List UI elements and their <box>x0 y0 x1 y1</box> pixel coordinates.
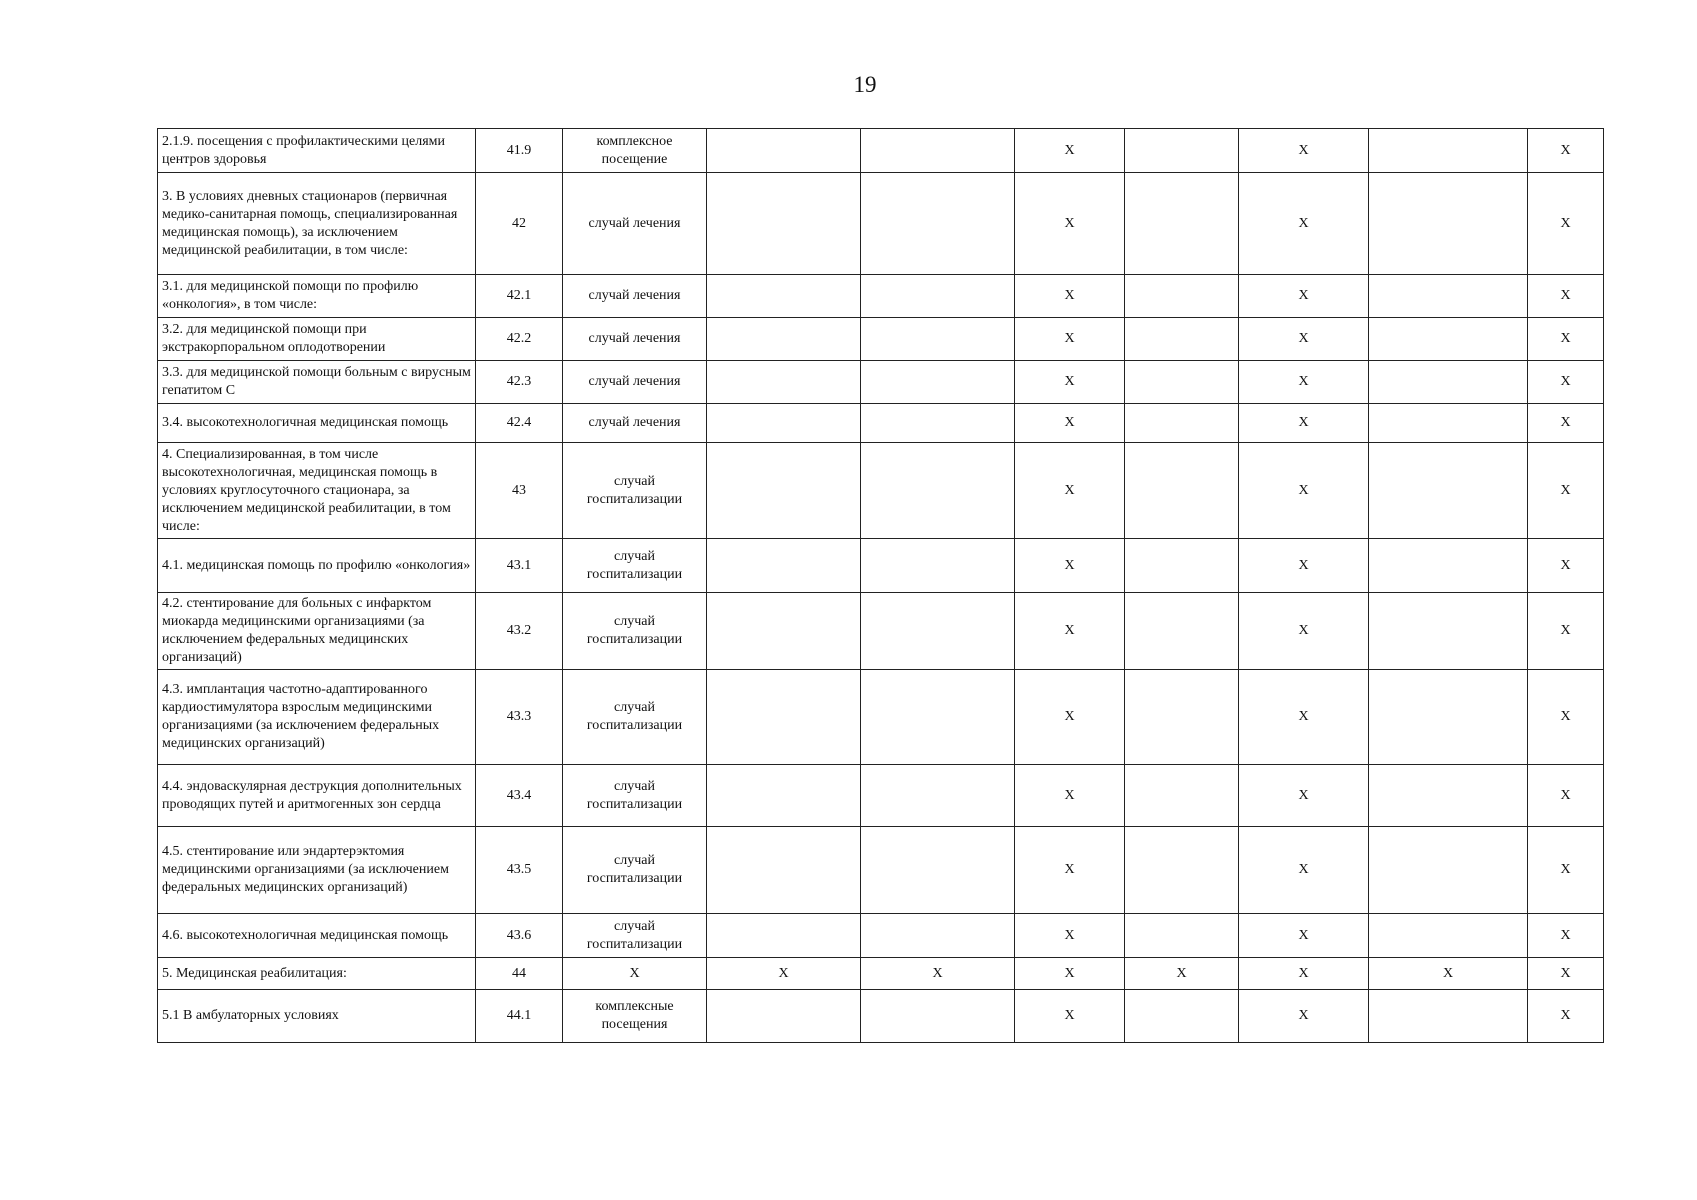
row-unit-cell: случай госпитализации <box>563 827 707 914</box>
row-value-cell: X <box>1125 958 1239 990</box>
row-value-cell <box>707 593 861 670</box>
row-unit-cell: случай госпитализации <box>563 539 707 593</box>
row-value-cell: X <box>1528 765 1604 827</box>
row-value-cell <box>1125 361 1239 404</box>
row-value-cell: X <box>1015 129 1125 173</box>
row-value-cell: X <box>1528 129 1604 173</box>
row-value-cell <box>1125 275 1239 318</box>
row-value-cell: X <box>1528 318 1604 361</box>
row-name-cell: 5. Медицинская реабилитация: <box>158 958 476 990</box>
row-value-cell <box>707 275 861 318</box>
table-row <box>158 404 1604 443</box>
table-row <box>158 318 1604 361</box>
row-code-cell: 42.1 <box>476 275 563 318</box>
row-value-cell: X <box>1528 914 1604 958</box>
row-value-cell: X <box>1528 990 1604 1043</box>
row-name-cell: 4.3. имплантация частотно-адаптированного кардиостимулятора взрослым медицинскими организациями (за исключением федеральных медицинских организаций) <box>158 670 476 765</box>
row-value-cell: X <box>1528 539 1604 593</box>
row-value-cell: X <box>1015 404 1125 443</box>
row-value-cell <box>1125 443 1239 539</box>
row-unit-cell: случай госпитализации <box>563 765 707 827</box>
row-value-cell <box>861 361 1015 404</box>
row-code-cell: 41.9 <box>476 129 563 173</box>
row-value-cell <box>1369 914 1528 958</box>
row-value-cell <box>1369 173 1528 275</box>
table-body <box>158 129 1604 1043</box>
row-value-cell <box>707 129 861 173</box>
row-value-cell: X <box>1528 593 1604 670</box>
row-value-cell: X <box>1528 275 1604 318</box>
row-unit-cell: X <box>563 958 707 990</box>
row-value-cell <box>707 443 861 539</box>
row-value-cell: X <box>707 958 861 990</box>
page-number: 19 <box>853 72 877 97</box>
row-value-cell <box>1125 173 1239 275</box>
row-code-cell: 43.5 <box>476 827 563 914</box>
row-code-cell: 43.3 <box>476 670 563 765</box>
row-code-cell: 42 <box>476 173 563 275</box>
row-code-cell: 43 <box>476 443 563 539</box>
row-value-cell <box>1369 593 1528 670</box>
row-value-cell: X <box>1239 958 1369 990</box>
table-row <box>158 827 1604 914</box>
row-value-cell: X <box>1015 275 1125 318</box>
row-value-cell: X <box>1239 129 1369 173</box>
row-name-cell: 4.6. высокотехнологичная медицинская помощь <box>158 914 476 958</box>
row-value-cell: X <box>1239 443 1369 539</box>
row-value-cell <box>1369 670 1528 765</box>
row-value-cell: X <box>861 958 1015 990</box>
row-value-cell: X <box>1239 318 1369 361</box>
row-value-cell: X <box>1239 361 1369 404</box>
row-code-cell: 43.4 <box>476 765 563 827</box>
row-value-cell <box>707 670 861 765</box>
row-value-cell <box>1125 990 1239 1043</box>
row-code-cell: 44 <box>476 958 563 990</box>
row-unit-cell: случай лечения <box>563 404 707 443</box>
row-value-cell <box>1125 318 1239 361</box>
row-name-cell: 2.1.9. посещения с профилактическими целями центров здоровья <box>158 129 476 173</box>
table-row <box>158 129 1604 173</box>
row-value-cell <box>861 670 1015 765</box>
row-value-cell: X <box>1015 361 1125 404</box>
row-unit-cell: случай лечения <box>563 275 707 318</box>
row-value-cell: X <box>1369 958 1528 990</box>
row-code-cell: 44.1 <box>476 990 563 1043</box>
row-value-cell <box>1369 129 1528 173</box>
row-value-cell: X <box>1015 990 1125 1043</box>
table-row <box>158 275 1604 318</box>
row-value-cell <box>1125 593 1239 670</box>
row-value-cell <box>707 539 861 593</box>
row-value-cell <box>707 404 861 443</box>
row-value-cell: X <box>1015 765 1125 827</box>
row-value-cell <box>861 173 1015 275</box>
table-row <box>158 539 1604 593</box>
row-value-cell <box>1369 827 1528 914</box>
row-value-cell <box>707 914 861 958</box>
row-name-cell: 4.5. стентирование или эндартерэктомия медицинскими организациями (за исключением федеральных медицинских организаций) <box>158 827 476 914</box>
row-name-cell: 3.3. для медицинской помощи больным с вирусным гепатитом С <box>158 361 476 404</box>
row-value-cell: X <box>1015 593 1125 670</box>
table-row <box>158 593 1604 670</box>
row-value-cell <box>707 361 861 404</box>
row-name-cell: 3.4. высокотехнологичная медицинская помощь <box>158 404 476 443</box>
row-name-cell: 3.2. для медицинской помощи при экстракорпоральном оплодотворении <box>158 318 476 361</box>
row-code-cell: 42.2 <box>476 318 563 361</box>
row-value-cell: X <box>1528 404 1604 443</box>
row-value-cell: X <box>1015 670 1125 765</box>
row-value-cell: X <box>1239 539 1369 593</box>
row-value-cell <box>707 318 861 361</box>
row-name-cell: 4.2. стентирование для больных с инфарктом миокарда медицинскими организациями (за исключением федеральных медицинских организаций) <box>158 593 476 670</box>
row-value-cell <box>861 129 1015 173</box>
row-value-cell: X <box>1239 593 1369 670</box>
row-value-cell: X <box>1015 318 1125 361</box>
row-value-cell <box>861 539 1015 593</box>
row-value-cell <box>861 765 1015 827</box>
table-row <box>158 990 1604 1043</box>
row-value-cell <box>1125 765 1239 827</box>
row-unit-cell: комплексное посещение <box>563 129 707 173</box>
table-row <box>158 765 1604 827</box>
row-code-cell: 43.6 <box>476 914 563 958</box>
row-unit-cell: случай госпитализации <box>563 914 707 958</box>
table-row <box>158 670 1604 765</box>
row-value-cell <box>1369 361 1528 404</box>
row-name-cell: 4.4. эндоваскулярная деструкция дополнительных проводящих путей и аритмогенных зон сердца <box>158 765 476 827</box>
row-code-cell: 42.4 <box>476 404 563 443</box>
row-code-cell: 43.2 <box>476 593 563 670</box>
row-value-cell <box>1369 318 1528 361</box>
row-value-cell <box>1125 539 1239 593</box>
row-value-cell: X <box>1528 958 1604 990</box>
row-value-cell <box>1369 765 1528 827</box>
row-value-cell: X <box>1239 827 1369 914</box>
row-value-cell <box>861 275 1015 318</box>
row-value-cell <box>1125 827 1239 914</box>
row-value-cell: X <box>1015 827 1125 914</box>
row-unit-cell: комплексные посещения <box>563 990 707 1043</box>
row-value-cell <box>861 404 1015 443</box>
document-table <box>157 128 1604 1043</box>
row-value-cell <box>707 990 861 1043</box>
row-value-cell: X <box>1239 275 1369 318</box>
row-name-cell: 4.1. медицинская помощь по профилю «онкология» <box>158 539 476 593</box>
row-unit-cell: случай госпитализации <box>563 443 707 539</box>
row-name-cell: 3. В условиях дневных стационаров (первичная медико-санитарная помощь, специализированная медицинская помощь), за исключением медицинской реабилитации, в том числе: <box>158 173 476 275</box>
row-value-cell <box>1125 670 1239 765</box>
row-value-cell: X <box>1528 173 1604 275</box>
row-value-cell <box>707 765 861 827</box>
row-unit-cell: случай лечения <box>563 361 707 404</box>
row-unit-cell: случай госпитализации <box>563 593 707 670</box>
row-value-cell: X <box>1015 958 1125 990</box>
row-name-cell: 3.1. для медицинской помощи по профилю «онкология», в том числе: <box>158 275 476 318</box>
row-value-cell <box>861 593 1015 670</box>
row-value-cell: X <box>1528 827 1604 914</box>
row-code-cell: 43.1 <box>476 539 563 593</box>
row-value-cell: X <box>1015 443 1125 539</box>
row-unit-cell: случай лечения <box>563 318 707 361</box>
row-value-cell: X <box>1528 361 1604 404</box>
row-value-cell <box>1125 914 1239 958</box>
table-row <box>158 958 1604 990</box>
row-unit-cell: случай госпитализации <box>563 670 707 765</box>
row-value-cell <box>861 990 1015 1043</box>
row-value-cell: X <box>1239 990 1369 1043</box>
row-value-cell <box>861 914 1015 958</box>
row-value-cell <box>861 443 1015 539</box>
row-code-cell: 42.3 <box>476 361 563 404</box>
table-row <box>158 361 1604 404</box>
row-value-cell <box>707 173 861 275</box>
row-name-cell: 5.1 В амбулаторных условиях <box>158 990 476 1043</box>
row-value-cell <box>861 827 1015 914</box>
table-row <box>158 914 1604 958</box>
row-value-cell: X <box>1239 173 1369 275</box>
row-value-cell <box>1369 404 1528 443</box>
row-value-cell <box>1369 539 1528 593</box>
row-value-cell <box>1369 443 1528 539</box>
table-row <box>158 173 1604 275</box>
row-value-cell: X <box>1528 443 1604 539</box>
row-value-cell <box>861 318 1015 361</box>
row-value-cell: X <box>1015 173 1125 275</box>
row-value-cell: X <box>1015 539 1125 593</box>
row-value-cell <box>1125 404 1239 443</box>
row-value-cell: X <box>1239 404 1369 443</box>
table-row <box>158 443 1604 539</box>
row-name-cell: 4. Специализированная, в том числе высокотехнологичная, медицинская помощь в условиях круглосуточного стационара, за исключением медицинской реабилитации, в том числе: <box>158 443 476 539</box>
row-value-cell: X <box>1015 914 1125 958</box>
row-unit-cell: случай лечения <box>563 173 707 275</box>
row-value-cell: X <box>1239 670 1369 765</box>
row-value-cell <box>1369 990 1528 1043</box>
row-value-cell: X <box>1239 765 1369 827</box>
row-value-cell: X <box>1239 914 1369 958</box>
row-value-cell: X <box>1528 670 1604 765</box>
row-value-cell <box>1125 129 1239 173</box>
row-value-cell <box>1369 275 1528 318</box>
row-value-cell <box>707 827 861 914</box>
